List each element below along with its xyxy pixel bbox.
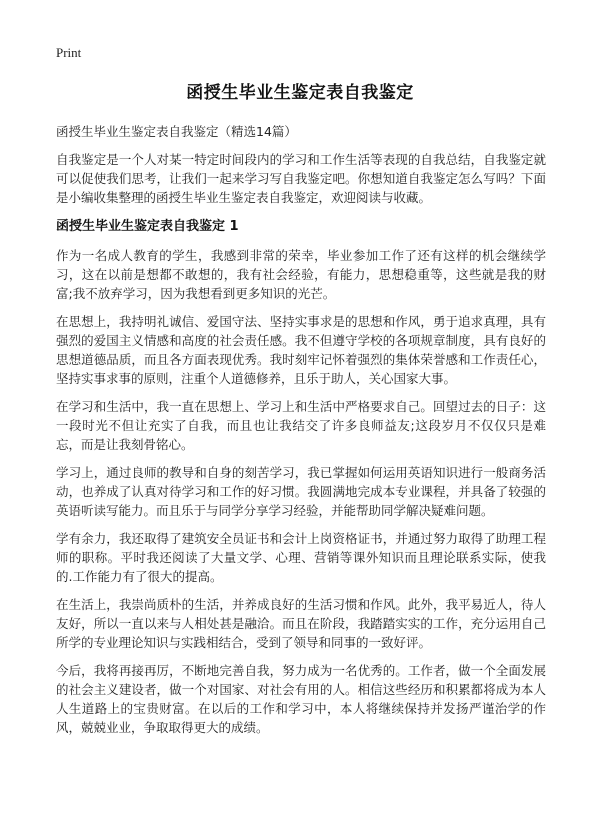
- document-subtitle: 函授生毕业生鉴定表自我鉴定（精选14篇）: [56, 124, 297, 139]
- intro-paragraph: 自我鉴定是一个人对某一特定时间段内的学习和工作生活等表现的自我总结，自我鉴定就可以促使我们思考，让我们一起来学习写自我鉴定吧。你想知道自我鉴定怎么写吗？下面是小编收集整理的函授生毕业生鉴定表自我鉴定，欢迎阅读与收藏。: [56, 152, 546, 205]
- body-paragraph: 在思想上，我持明礼诚信、爱国守法、坚持实事求是的思想和作风，勇于追求真理，具有强烈的爱国主义情感和高度的社会责任感。我不但遵守学校的各项规章制度，具有良好的思想道德品质，而且各方面表现优秀。我时刻牢记怀着强烈的集体荣誉感和工作责任心，坚持实事求事的原则，注重个人道德修养，且乐于助人，关心国家大事。: [56, 314, 546, 386]
- print-link[interactable]: Print: [56, 45, 82, 60]
- body-paragraph: 学习上，通过良师的教导和自身的刻苦学习，我已掌握如何运用英语知识进行一般商务活动，也养成了认真对待学习和工作的好习惯。我圆满地完成本专业课程，并具备了较强的英语听读写能力。而且乐于与同学分享学习经验，并能帮助同学解决疑难问题。: [56, 465, 546, 518]
- body-paragraph: 作为一名成人教育的学生，我感到非常的荣幸，毕业参加工作了还有这样的机会继续学习，这在以前是想都不敢想的，我有社会经验，有能力，思想稳重等，这些就是我的财富;我不放弃学习，因为我想看到更多知识的光芒。: [56, 248, 546, 301]
- body-paragraph: 学有余力，我还取得了建筑安全员证书和会计上岗资格证书，并通过努力取得了助理工程师的职称。平时我还阅读了大量文学、心理、营销等课外知识而且理论联系实际，使我的.工作能力有了很大的提高。: [56, 531, 546, 584]
- document-body: [56, 122, 546, 746]
- document-title: 函授生毕业生鉴定表自我鉴定: [186, 83, 414, 103]
- body-paragraph: 在学习和生活中，我一直在思想上、学习上和生活中严格要求自己。回望过去的日子：这一段时光不但让充实了自我，而且也让我结交了许多良师益友;这段岁月不仅仅只是难忘，而是让我刻骨铭心。: [56, 399, 546, 452]
- section-heading: 函授生毕业生鉴定表自我鉴定 1: [56, 219, 239, 234]
- body-paragraph: 在生活上，我崇尚质朴的生活，并养成良好的生活习惯和作风。此外，我平易近人，待人友好，所以一直以来与人相处甚是融洽。而且在阶段，我踏踏实实的工作，充分运用自己所学的专业理论知识与实践相结合，受到了领导和同事的一致好评。: [56, 597, 546, 650]
- body-paragraph: 今后，我将再接再厉，不断地完善自我，努力成为一名优秀的。工作者，做一个全面发展的社会主义建设者，做一个对国家、对社会有用的人。相信这些经历和积累都将成为本人人生道路上的宝贵财富。在以后的工作和学习中，本人将继续保持并发扬严谨治学的作风，兢兢业业，争取取得更大的成绩。: [56, 663, 546, 735]
